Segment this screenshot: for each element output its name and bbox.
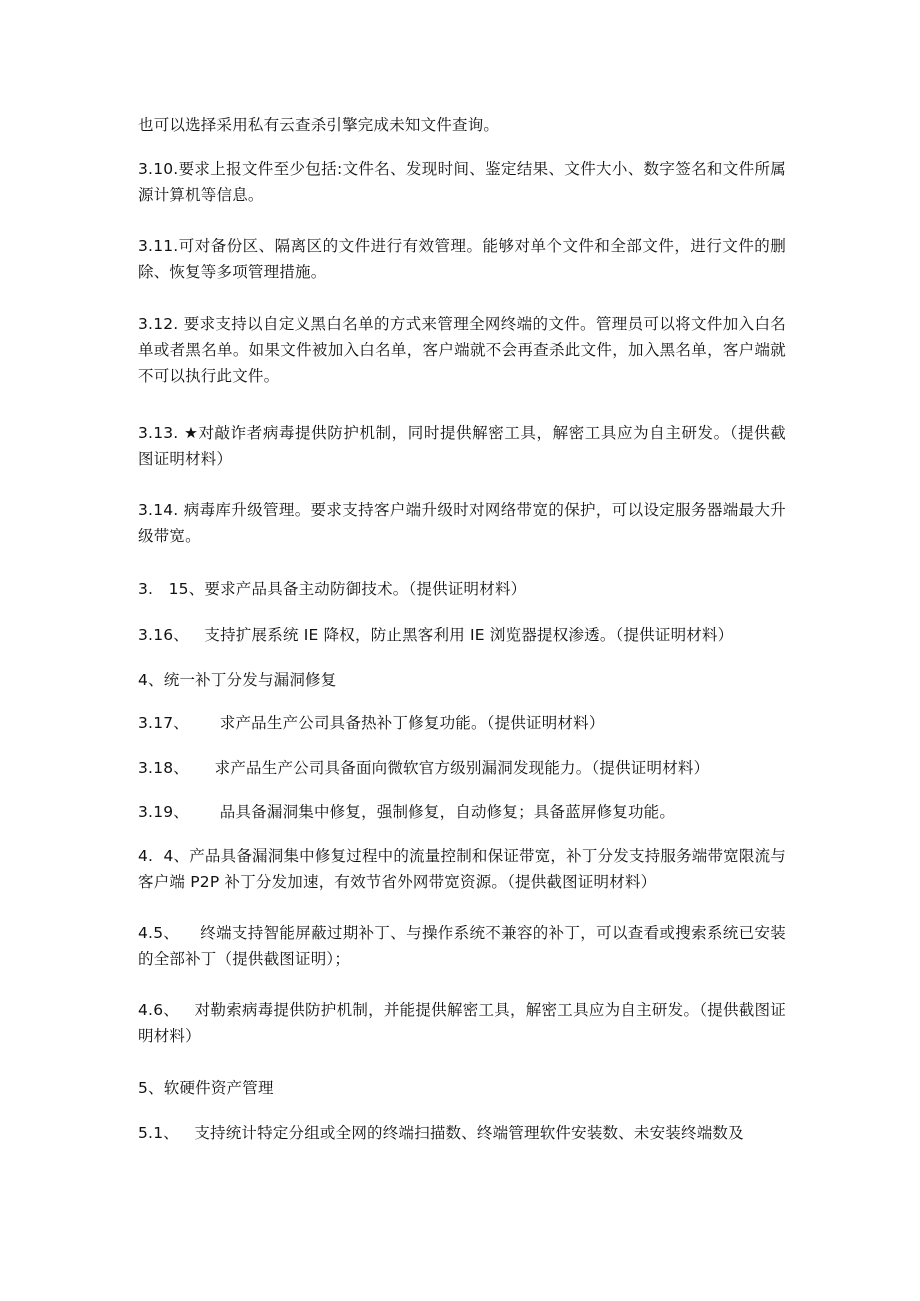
paragraph-3-11: 3.11.可对备份区、隔离区的文件进行有效管理。能够对单个文件和全部文件，进行文件的删除、恢复等多项管理措施。 (138, 237, 786, 281)
paragraph-3-17: 3.17、 求产品生产公司具备热补丁修复功能。（提供证明材料） (138, 714, 605, 732)
paragraph-3-16: 3.16、 支持扩展系统 IE 降权，防止黑客利用 IE 浏览器提权渗透。（提供证明材料） (138, 626, 734, 644)
paragraph-3-13: 3.13. ★对敲诈者病毒提供防护机制，同时提供解密工具，解密工具应为自主研发。（提供截图证明材料） (138, 424, 786, 468)
paragraph-3-15: 3. 15、要求产品具备主动防御技术。（提供证明材料） (138, 580, 527, 598)
paragraph-3-12: 3.12. 要求支持以自定义黑白名单的方式来管理全网终端的文件。管理员可以将文件加入白名单或者黑名单。如果文件被加入白名单，客户端就不会再查杀此文件，加入黑名单，客户端就不可以执行此文件。 (138, 315, 786, 385)
paragraph-4-6: 4.6、 对勒索病毒提供防护机制，并能提供解密工具，解密工具应为自主研发。（提供截图证明材料） (138, 1001, 786, 1045)
paragraph-3-18: 3.18、 求产品生产公司具备面向微软官方级别漏洞发现能力。（提供证明材料） (138, 759, 710, 777)
paragraph-continuation: 也可以选择采用私有云查杀引擎完成未知文件查询。 (138, 116, 500, 134)
paragraph-3-19: 3.19、 品具备漏洞集中修复，强制修复，自动修复；具备蓝屏修复功能。 (138, 803, 676, 821)
paragraph-4-5: 4.5、 终端支持智能屏蔽过期补丁、与操作系统不兼容的补丁，可以查看或搜索系统已安装的全部补丁（提供截图证明）； (138, 924, 786, 968)
section-heading-5: 5、软硬件资产管理 (138, 1079, 274, 1097)
paragraph-5-1: 5.1、 支持统计特定分组或全网的终端扫描数、终端管理软件安装数、未安装终端数及 (138, 1124, 744, 1142)
paragraph-3-14: 3.14. 病毒库升级管理。要求支持客户端升级时对网络带宽的保护，可以设定服务器端最大升级带宽。 (138, 501, 786, 545)
section-heading-4: 4、统一补丁分发与漏洞修复 (138, 671, 337, 689)
paragraph-3-10: 3.10.要求上报文件至少包括:文件名、发现时间、鉴定结果、文件大小、数字签名和文件所属源计算机等信息。 (138, 160, 786, 204)
paragraph-4-4: 4. 4、产品具备漏洞集中修复过程中的流量控制和保证带宽，补丁分发支持服务端带宽限流与客户端 P2P 补丁分发加速，有效节省外网带宽资源。（提供截图证明材料） (138, 847, 786, 891)
